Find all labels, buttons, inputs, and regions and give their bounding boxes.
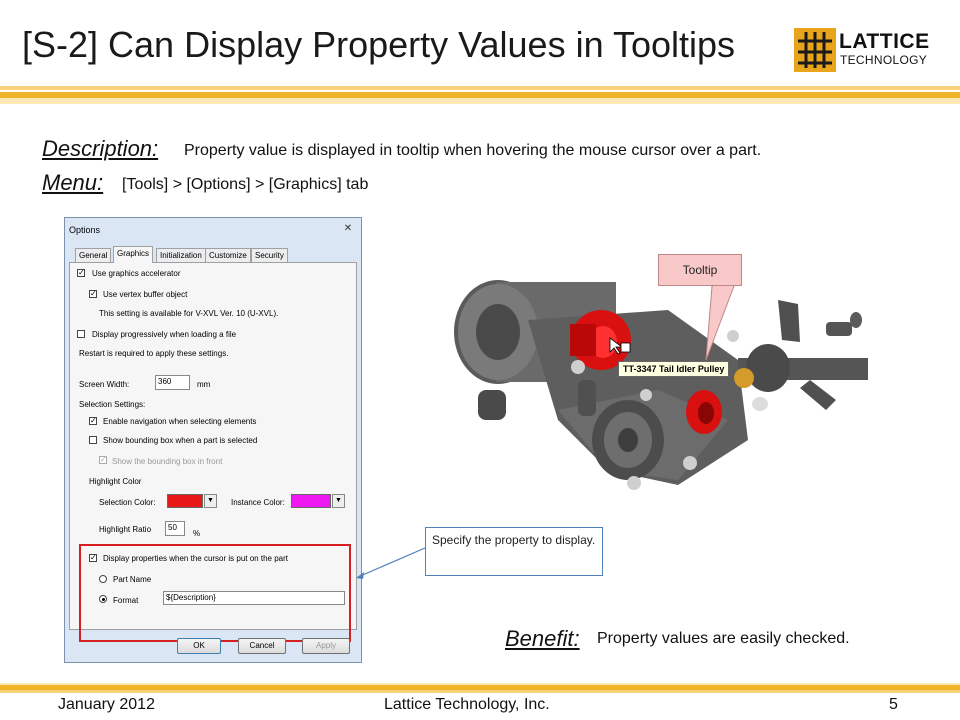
highlight-color-heading: Highlight Color — [89, 477, 142, 486]
use-vertex-buffer-checkbox[interactable]: ✓ — [90, 289, 97, 298]
display-progressively-label: Display progressively when loading a file — [92, 330, 237, 339]
part-property-tooltip: TT-3347 Tail Idler Pulley — [618, 361, 729, 377]
logo-wordmark: LATTICE — [839, 30, 930, 53]
instance-color-label: Instance Color: — [231, 498, 285, 507]
chevron-down-icon[interactable]: ▼ — [332, 494, 345, 508]
display-properties-label: Display properties when the cursor is put on the part — [103, 554, 288, 563]
show-bbox-front-label: Show the bounding box in front — [112, 457, 223, 466]
close-icon[interactable]: ✕ — [343, 223, 353, 234]
benefit-label: Benefit: — [505, 626, 580, 651]
format-label: Format — [113, 596, 139, 605]
specify-property-callout: Specify the property to display. — [425, 527, 603, 576]
description-text: Property value is displayed in tooltip when hovering the mouse cursor over a part. — [184, 142, 762, 159]
part-name-label: Part Name — [113, 575, 152, 584]
benefit-text: Property values are easily checked. — [597, 630, 850, 647]
use-graphics-accelerator-checkbox[interactable]: ✓ — [78, 268, 85, 277]
highlight-ratio-label: Highlight Ratio — [99, 525, 152, 534]
use-vertex-buffer-label: Use vertex buffer object — [103, 290, 188, 299]
tooltip-annotation: Tooltip — [658, 254, 742, 286]
logo-subtext: TECHNOLOGY — [840, 53, 928, 67]
dialog-title: Options — [69, 225, 101, 235]
footer-date: January 2012 — [58, 696, 155, 713]
selection-color-label: Selection Color: — [99, 498, 156, 507]
cancel-button[interactable]: Cancel — [238, 638, 286, 654]
description-label: Description: — [42, 136, 159, 161]
page-number: 5 — [889, 696, 898, 713]
screen-width-label: Screen Width: — [79, 380, 130, 389]
use-graphics-accelerator-label: Use graphics accelerator — [92, 269, 181, 278]
tab-security[interactable]: Security — [251, 248, 288, 262]
footer-rule — [0, 683, 960, 693]
ok-button[interactable]: OK — [177, 638, 221, 654]
menu-label: Menu: — [42, 170, 104, 195]
show-bbox-label: Show bounding box when a part is selected — [103, 436, 258, 445]
menu-path: [Tools] > [Options] > [Graphics] tab — [122, 176, 369, 193]
tab-initialization[interactable]: Initialization — [156, 248, 206, 262]
vertex-note: This setting is available for V-XVL Ver. 10 (U-XVL). — [99, 309, 279, 318]
restart-note: Restart is required to apply these settings. — [79, 349, 229, 358]
footer-company: Lattice Technology, Inc. — [384, 696, 550, 713]
chevron-down-icon[interactable]: ▼ — [204, 494, 217, 508]
tab-customize[interactable]: Customize — [205, 248, 251, 262]
show-bbox-front-checkbox[interactable]: ✓ — [100, 455, 107, 464]
screen-width-unit: mm — [197, 380, 211, 389]
screen-width-input[interactable]: 360 — [155, 375, 190, 390]
tab-general[interactable]: General — [75, 248, 111, 262]
tab-graphics[interactable]: Graphics — [113, 246, 153, 263]
selection-settings-heading: Selection Settings: — [79, 400, 146, 409]
enable-navigation-checkbox[interactable]: ✓ — [90, 416, 97, 425]
format-input[interactable]: ${Description} — [163, 591, 345, 605]
enable-navigation-label: Enable navigation when selecting elements — [103, 417, 257, 426]
slide-title: [S-2] Can Display Property Values in Tooltips — [22, 24, 736, 65]
highlight-ratio-unit: % — [193, 529, 201, 538]
display-properties-checkbox[interactable]: ✓ — [90, 553, 97, 562]
highlight-ratio-input[interactable]: 50 — [165, 521, 185, 536]
apply-button[interactable]: Apply — [302, 638, 350, 654]
